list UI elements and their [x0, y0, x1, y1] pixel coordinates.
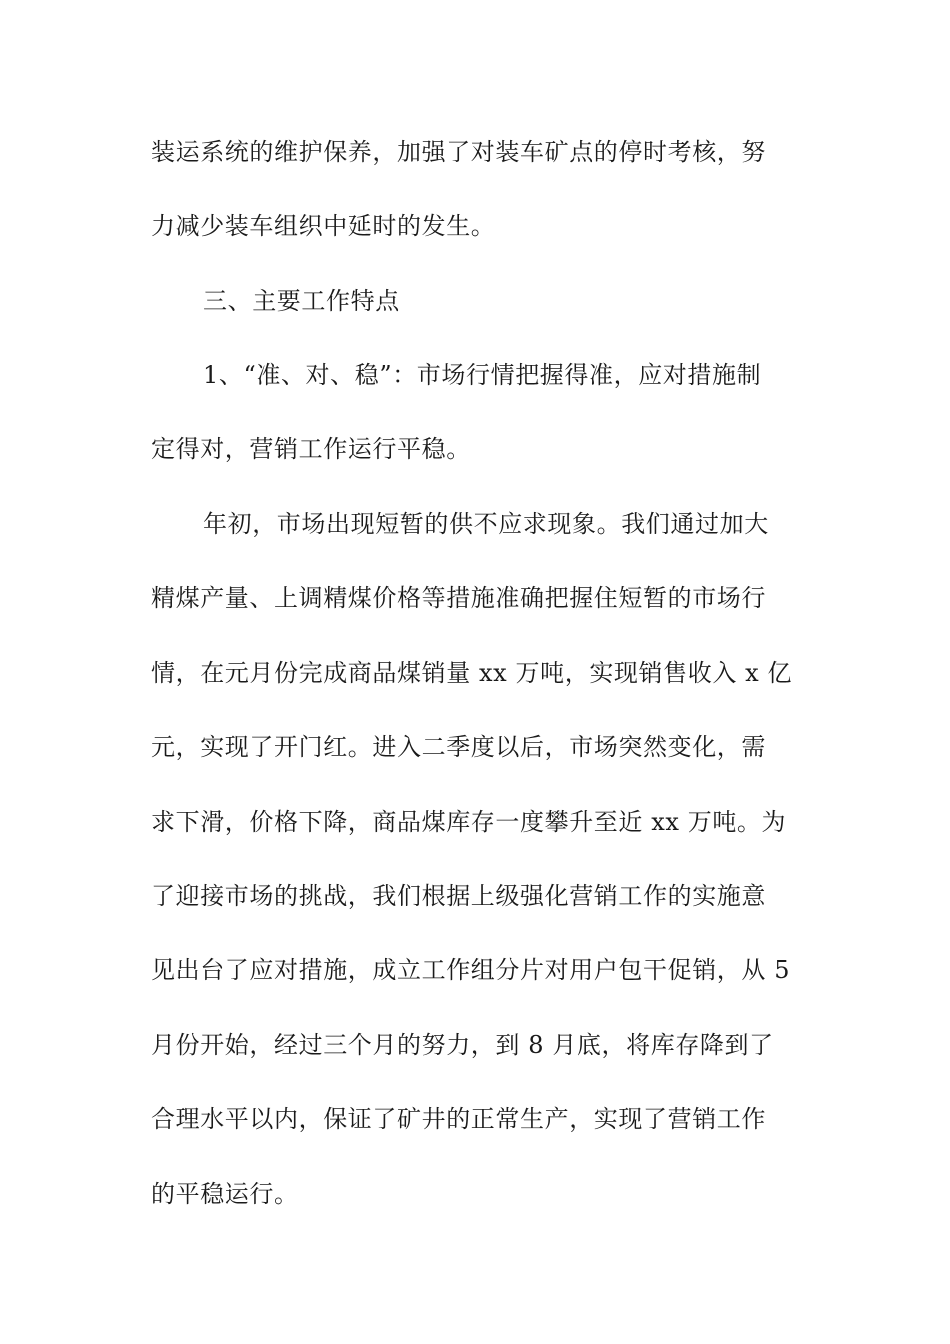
text-line: 元，实现了开门红。进入二季度以后，市场突然变化，需 — [151, 733, 766, 761]
text-line: 定得对，营销工作运行平稳。 — [151, 435, 471, 463]
text-line: 年初，市场出现短暂的供不应求现象。我们通过加大 — [203, 510, 769, 538]
text-line: 合理水平以内，保证了矿井的正常生产，实现了营销工作 — [151, 1105, 766, 1133]
text-line: 见出台了应对措施，成立工作组分片对用户包干促销，从 5 — [151, 956, 791, 984]
subsection-heading: 1、“准、对、稳”：市场行情把握得准，应对措施制 — [203, 361, 762, 389]
section-heading: 三、主要工作特点 — [203, 287, 400, 315]
text-line: 力减少装车组织中延时的发生。 — [151, 212, 496, 240]
text-line: 精煤产量、上调精煤价格等措施准确把握住短暂的市场行 — [151, 584, 766, 612]
text-line: 了迎接市场的挑战，我们根据上级强化营销工作的实施意 — [151, 882, 766, 910]
text-line: 情，在元月份完成商品煤销量 xx 万吨，实现销售收入 x 亿 — [151, 659, 793, 687]
text-line: 的平稳运行。 — [151, 1180, 299, 1208]
text-line: 求下滑，价格下降，商品煤库存一度攀升至近 xx 万吨。为 — [151, 808, 787, 836]
text-line: 月份开始，经过三个月的努力，到 8 月底，将库存降到了 — [151, 1031, 774, 1059]
text-line: 装运系统的维护保养，加强了对装车矿点的停时考核，努 — [151, 138, 766, 166]
